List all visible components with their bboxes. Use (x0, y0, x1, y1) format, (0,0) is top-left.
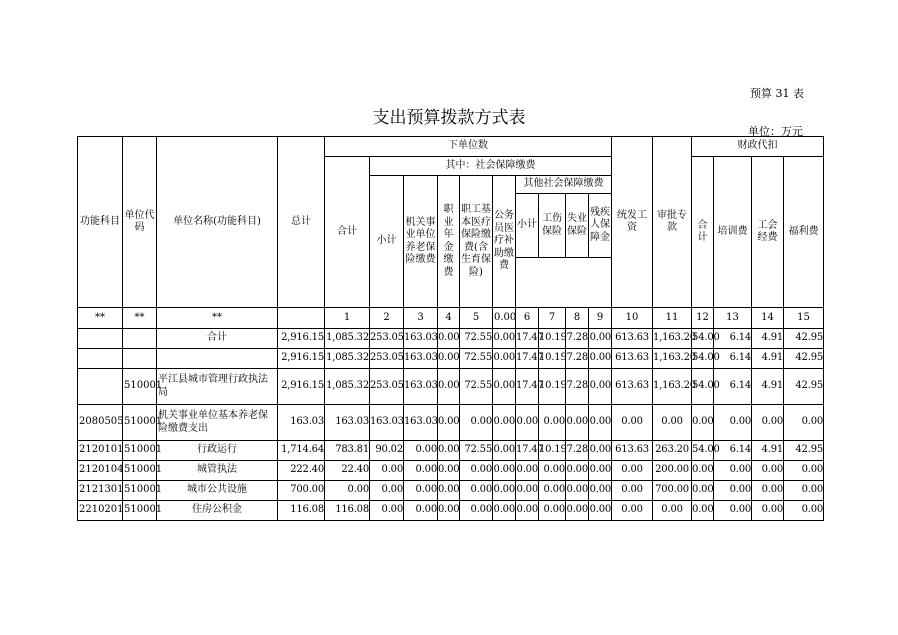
table-row (78, 481, 824, 501)
cell-value: 42.95 (784, 349, 824, 369)
cell-value: 0.00 (539, 461, 566, 481)
cell-value: 0.00 (493, 461, 516, 481)
cell-value: 1,163.20 (653, 349, 692, 369)
header-welfare: 福利费 (784, 157, 824, 308)
header-other-subtotal: 小计 (516, 194, 539, 258)
header-spacer (516, 258, 612, 308)
cell-value: 0.00 (589, 441, 612, 461)
cell-value: 0.00 (404, 481, 438, 501)
cell-value: 613.63 (612, 329, 653, 349)
cell-value: 54.00 (692, 349, 714, 369)
table-row (78, 349, 824, 369)
index-cell: 4 (438, 308, 460, 329)
index-cell: 2 (370, 308, 404, 329)
index-cell: ** (123, 308, 157, 329)
cell-value: 4.91 (752, 369, 784, 405)
cell-value: 0.00 (438, 405, 460, 441)
cell-value: 0.00 (516, 461, 539, 481)
header-func-subject: 功能科目 (78, 137, 123, 308)
index-cell: 9 (589, 308, 612, 329)
cell-value: 200.00 (653, 461, 692, 481)
cell-value: 0.00 (589, 501, 612, 521)
header-lower-total: 合计 (325, 157, 370, 308)
header-finance-deduct: 财政代扣 (692, 137, 824, 157)
cell-unit-name: 城管执法 (157, 461, 278, 481)
cell-value: 163.03 (404, 349, 438, 369)
cell-value: 0.00 (460, 461, 493, 481)
cell-unit-code: 510001 (123, 501, 157, 521)
cell-value: 0.00 (539, 481, 566, 501)
cell-value: 0.00 (539, 405, 566, 441)
header-other-social: 其他社会保障缴费 (516, 176, 612, 194)
cell-value: 10.19 (539, 349, 566, 369)
cell-value: 1,085.32 (325, 349, 370, 369)
cell-value: 72.55 (460, 349, 493, 369)
cell-value: 613.63 (612, 369, 653, 405)
header-training: 培训费 (714, 157, 752, 308)
index-cell: 10 (612, 308, 653, 329)
cell-value: 0.00 (404, 501, 438, 521)
cell-value: 0.00 (438, 369, 460, 405)
index-cell: 11 (653, 308, 692, 329)
cell-value: 0.00 (460, 405, 493, 441)
cell-unit-code: 510001 (123, 369, 157, 405)
index-cell: 12 (692, 308, 714, 329)
cell-func-subject: 2120101 (78, 441, 123, 461)
cell-value: 0.00 (589, 349, 612, 369)
cell-func-subject (78, 329, 123, 349)
cell-value: 0.00 (493, 481, 516, 501)
header-unified-salary: 统发工资 (612, 137, 653, 308)
cell-value: 72.55 (460, 441, 493, 461)
cell-value: 2,916.15 (278, 349, 325, 369)
cell-value: 700.00 (653, 481, 692, 501)
cell-value: 0.00 (784, 405, 824, 441)
cell-unit-code: 510001 (123, 441, 157, 461)
cell-value: 0.00 (589, 461, 612, 481)
cell-value: 54.00 (692, 369, 714, 405)
cell-value: 0.00 (752, 501, 784, 521)
header-social-subtotal: 小计 (370, 176, 404, 308)
cell-value: 6.14 (714, 329, 752, 349)
header-unit-code: 单位代码 (123, 137, 157, 308)
index-cell: 5 (460, 308, 493, 329)
cell-value: 0.00 (493, 369, 516, 405)
table-header (78, 137, 824, 308)
cell-value: 116.08 (325, 501, 370, 521)
index-cell: 6 (516, 308, 539, 329)
cell-value: 0.00 (692, 501, 714, 521)
cell-unit-name: 合计 (157, 329, 278, 349)
cell-value: 72.55 (460, 329, 493, 349)
index-cell: 8 (566, 308, 589, 329)
cell-value: 163.03 (370, 405, 404, 441)
cell-unit-code (123, 349, 157, 369)
cell-value: 7.28 (566, 329, 589, 349)
index-cell: ** (78, 308, 123, 329)
header-fd-total: 合计 (692, 157, 714, 308)
cell-value: 222.40 (278, 461, 325, 481)
cell-value: 0.00 (566, 481, 589, 501)
cell-value: 700.00 (278, 481, 325, 501)
cell-value: 1,714.64 (278, 441, 325, 461)
cell-value: 0.00 (370, 501, 404, 521)
cell-value: 0.00 (516, 405, 539, 441)
cell-value: 0.00 (784, 501, 824, 521)
cell-value: 0.00 (566, 405, 589, 441)
cell-value: 0.00 (589, 481, 612, 501)
cell-func-subject: 2080505 (78, 405, 123, 441)
cell-value: 2,916.15 (278, 329, 325, 349)
cell-unit-code (123, 329, 157, 349)
cell-value: 0.00 (460, 501, 493, 521)
cell-value: 0.00 (493, 405, 516, 441)
cell-value: 0.00 (714, 461, 752, 481)
cell-value: 4.91 (752, 329, 784, 349)
cell-value: 0.00 (612, 501, 653, 521)
cell-value: 0.00 (612, 481, 653, 501)
cell-unit-code: 510001 (123, 461, 157, 481)
cell-unit-code: 510001 (123, 405, 157, 441)
form-number: 预算 31 表 (750, 87, 804, 100)
cell-unit-name: 城市公共设施 (157, 481, 278, 501)
cell-value: 90.02 (370, 441, 404, 461)
budget-table (77, 136, 824, 521)
index-cell: ** (157, 308, 278, 329)
cell-value: 163.03 (278, 405, 325, 441)
index-cell: 14 (752, 308, 784, 329)
cell-unit-name: 平江县城市管理行政执法局 (157, 369, 278, 405)
cell-value: 613.63 (612, 349, 653, 369)
header-civil-medical: 公务员医疗补助缴费 (493, 176, 516, 308)
cell-value: 163.03 (325, 405, 370, 441)
cell-value: 0.00 (714, 405, 752, 441)
cell-value: 0.00 (752, 461, 784, 481)
cell-value: 0.00 (493, 501, 516, 521)
header-injury: 工伤保险 (539, 194, 566, 258)
cell-value: 0.00 (516, 501, 539, 521)
cell-func-subject (78, 369, 123, 405)
index-cell: 1 (325, 308, 370, 329)
index-cell: 13 (714, 308, 752, 329)
header-lower-unit: 下单位数 (325, 137, 612, 157)
cell-func-subject: 2121301 (78, 481, 123, 501)
index-row (78, 308, 824, 329)
cell-value: 7.28 (566, 441, 589, 461)
cell-value: 0.00 (566, 461, 589, 481)
cell-value: 1,085.32 (325, 369, 370, 405)
cell-value: 0.00 (516, 481, 539, 501)
cell-value: 10.19 (539, 441, 566, 461)
cell-value: 22.40 (325, 461, 370, 481)
cell-value: 0.00 (438, 461, 460, 481)
cell-value: 1,085.32 (325, 329, 370, 349)
cell-unit-code: 510001 (123, 481, 157, 501)
cell-value: 0.00 (752, 405, 784, 441)
table-row (78, 441, 824, 461)
cell-value: 0.00 (566, 501, 589, 521)
cell-value: 0.00 (692, 481, 714, 501)
header-annuity: 职业年金缴费 (438, 176, 460, 308)
cell-value: 263.20 (653, 441, 692, 461)
cell-func-subject: 2120104 (78, 461, 123, 481)
cell-func-subject (78, 349, 123, 369)
index-cell: 7 (539, 308, 566, 329)
cell-value: 783.81 (325, 441, 370, 461)
table-row (78, 369, 824, 405)
cell-value: 0.00 (370, 481, 404, 501)
cell-value: 0.00 (404, 441, 438, 461)
cell-value: 0.00 (438, 481, 460, 501)
cell-value: 0.00 (589, 405, 612, 441)
cell-value: 0.00 (612, 461, 653, 481)
cell-value: 0.00 (752, 481, 784, 501)
cell-value: 17.47 (516, 369, 539, 405)
cell-value: 253.05 (370, 369, 404, 405)
table-row (78, 501, 824, 521)
index-cell: 15 (784, 308, 824, 329)
table-row (78, 405, 824, 441)
header-medical: 职工基本医疗保险缴费(含生育保险) (460, 176, 493, 308)
cell-value: 42.95 (784, 329, 824, 349)
cell-value: 0.00 (692, 461, 714, 481)
cell-value: 0.00 (438, 501, 460, 521)
cell-value: 0.00 (589, 369, 612, 405)
header-pension: 机关事业单位养老保险缴费 (404, 176, 438, 308)
table-row (78, 329, 824, 349)
cell-value: 163.03 (404, 369, 438, 405)
cell-value: 0.00 (784, 461, 824, 481)
cell-value: 54.00 (692, 441, 714, 461)
cell-value: 0.00 (404, 461, 438, 481)
cell-unit-name: 机关事业单位基本养老保险缴费支出 (157, 405, 278, 441)
cell-value: 17.47 (516, 441, 539, 461)
header-union: 工会经费 (752, 157, 784, 308)
cell-value: 0.00 (612, 405, 653, 441)
cell-value: 0.00 (653, 501, 692, 521)
cell-value: 0.00 (325, 481, 370, 501)
cell-value: 54.00 (692, 329, 714, 349)
cell-unit-name (157, 349, 278, 369)
cell-value: 116.08 (278, 501, 325, 521)
cell-value: 253.05 (370, 349, 404, 369)
table-body (78, 308, 824, 521)
cell-value: 7.28 (566, 349, 589, 369)
cell-unit-name: 行政运行 (157, 441, 278, 461)
cell-value: 1,163.20 (653, 369, 692, 405)
cell-value: 4.91 (752, 349, 784, 369)
cell-value: 17.47 (516, 349, 539, 369)
cell-value: 6.14 (714, 441, 752, 461)
cell-value: 0.00 (784, 481, 824, 501)
cell-value: 42.95 (784, 441, 824, 461)
cell-value: 163.03 (404, 405, 438, 441)
cell-value: 6.14 (714, 349, 752, 369)
index-cell (278, 308, 325, 329)
index-cell: 0.00 (493, 308, 516, 329)
cell-value: 0.00 (493, 329, 516, 349)
cell-unit-name: 住房公积金 (157, 501, 278, 521)
cell-value: 6.14 (714, 369, 752, 405)
cell-value: 0.00 (714, 481, 752, 501)
cell-value: 0.00 (438, 441, 460, 461)
table-row (78, 461, 824, 481)
cell-value: 163.03 (404, 329, 438, 349)
cell-value: 7.28 (566, 369, 589, 405)
header-disability: 残疾人保障金 (589, 194, 612, 258)
cell-value: 253.05 (370, 329, 404, 349)
header-of-which-social: 其中：社会保障缴费 (370, 157, 612, 176)
cell-value: 17.47 (516, 329, 539, 349)
unit-label: 单位：万元 (748, 125, 803, 138)
cell-value: 1,163.20 (653, 329, 692, 349)
cell-value: 0.00 (438, 349, 460, 369)
header-unemployment: 失业保险 (566, 194, 589, 258)
cell-value: 72.55 (460, 369, 493, 405)
cell-value: 10.19 (539, 329, 566, 349)
cell-value: 42.95 (784, 369, 824, 405)
cell-value: 10.19 (539, 369, 566, 405)
index-cell: 3 (404, 308, 438, 329)
cell-value: 0.00 (460, 481, 493, 501)
cell-value: 0.00 (589, 329, 612, 349)
cell-value: 0.00 (370, 461, 404, 481)
cell-func-subject: 2210201 (78, 501, 123, 521)
cell-value: 0.00 (653, 405, 692, 441)
header-approved-special: 审批专款 (653, 137, 692, 308)
cell-value: 4.91 (752, 441, 784, 461)
header-unit-name: 单位名称(功能科目) (157, 137, 278, 308)
cell-value: 2,916.15 (278, 369, 325, 405)
cell-value: 0.00 (714, 501, 752, 521)
cell-value: 613.63 (612, 441, 653, 461)
cell-value: 0.00 (539, 501, 566, 521)
cell-value: 0.00 (493, 441, 516, 461)
header-total: 总计 (278, 137, 325, 308)
cell-value: 0.00 (692, 405, 714, 441)
cell-value: 0.00 (493, 349, 516, 369)
page-title: 支出预算拨款方式表 (372, 108, 526, 128)
cell-value: 0.00 (438, 329, 460, 349)
